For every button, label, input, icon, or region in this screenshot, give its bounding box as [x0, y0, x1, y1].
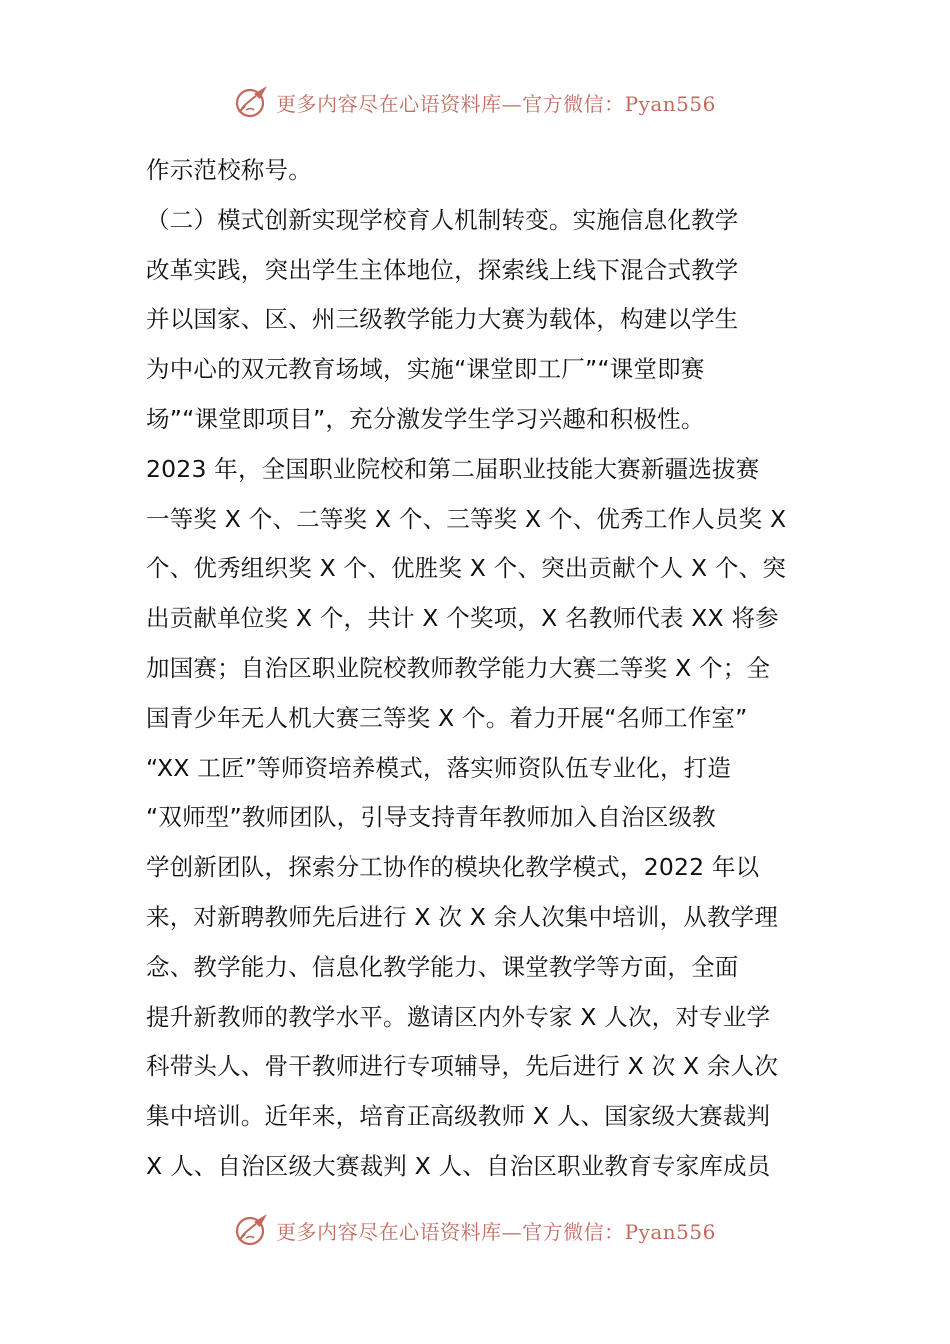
text-line: 学创新团队，探索分工协作的模块化教学模式，2022 年以 [146, 853, 760, 882]
document-body [146, 146, 810, 1192]
text-line: 加国赛；自治区职业院校教师教学能力大赛二等奖 X 个；全 [146, 653, 771, 682]
text-line: 出贡献单位奖 X 个，共计 X 个奖项，X 名教师代表 XX 将参 [146, 604, 779, 633]
text-line: 并以国家、区、州三级教学能力大赛为载体，构建以学生 [146, 305, 739, 334]
text-line: “XX 工匠”等师资培养模式，落实师资队伍专业化，打造 [146, 753, 732, 782]
text-line: 场”“课堂即项目”，充分激发学生学习兴趣和积极性。 [146, 404, 705, 433]
text-line: 提升新教师的教学水平。邀请区内外专家 X 人次，对专业学 [146, 1002, 771, 1031]
text-line: 为中心的双元教育场域，实施“课堂即工厂”“课堂即赛 [146, 355, 705, 384]
header-banner-text: 更多内容尽在心语资料库—官方微信：Pyan556 [276, 91, 716, 116]
text-line: 一等奖 X 个、二等奖 X 个、三等奖 X 个、优秀工作人员奖 X [146, 504, 787, 533]
text-line: 来，对新聘教师先后进行 X 次 X 余人次集中培训，从教学理 [146, 902, 779, 931]
text-line: 科带头人、骨干教师进行专项辅导，先后进行 X 次 X 余人次 [146, 1052, 779, 1081]
footer-banner-text: 更多内容尽在心语资料库—官方微信：Pyan556 [276, 1219, 716, 1244]
text-line: 2023 年，全国职业院校和第二届职业技能大赛新疆选拔赛 [146, 454, 760, 483]
text-line: 念、教学能力、信息化教学能力、课堂教学等方面，全面 [146, 952, 739, 981]
text-line: “双师型”教师团队，引导支持青年教师加入自治区级教 [146, 803, 716, 832]
text-line: （二）模式创新实现学校育人机制转变。实施信息化教学 [146, 205, 739, 234]
footer-banner [0, 1208, 950, 1252]
text-line: X 人、自治区级大赛裁判 X 人、自治区职业教育专家库成员 [146, 1151, 771, 1180]
text-line: 集中培训。近年来，培育正高级教师 X 人、国家级大赛裁判 [146, 1102, 771, 1131]
pen-logo-icon [234, 1212, 270, 1248]
text-line: 改革实践，突出学生主体地位，探索线上线下混合式教学 [146, 255, 739, 284]
pen-logo-icon [234, 84, 270, 120]
text-line: 个、优秀组织奖 X 个、优胜奖 X 个、突出贡献个人 X 个、突 [146, 554, 787, 583]
text-line: 国青少年无人机大赛三等奖 X 个。着力开展“名师工作室” [146, 703, 748, 732]
header-banner [0, 80, 950, 124]
text-line: 作示范校称号。 [146, 156, 312, 184]
